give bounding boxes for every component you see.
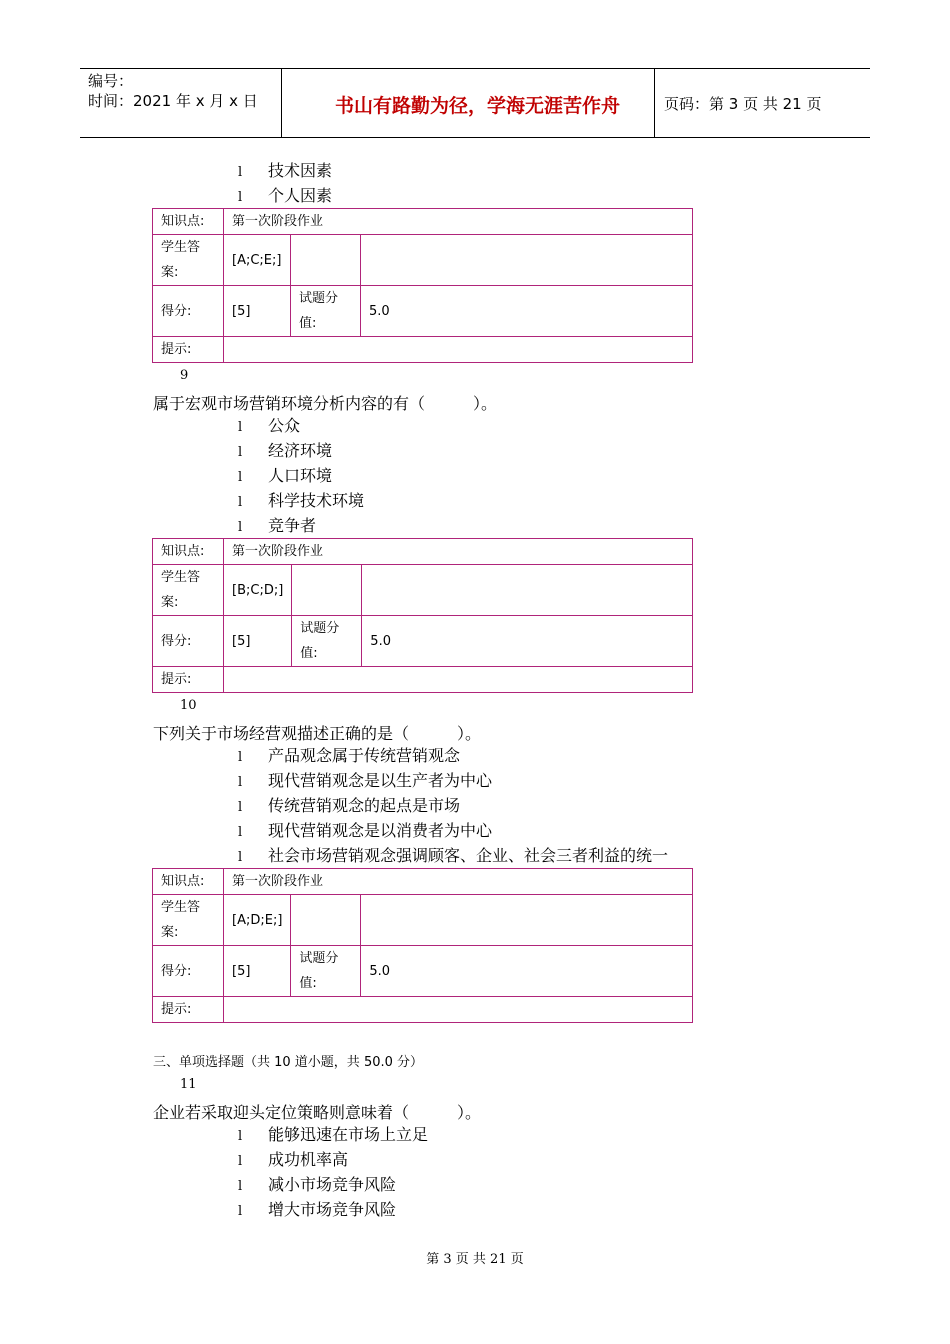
option-text: 减小市场竞争风险 [268, 1175, 397, 1194]
knowledge-label: 知识点: [153, 539, 224, 565]
option-item[interactable] [238, 1122, 428, 1147]
knowledge-value: 第一次阶段作业 [224, 539, 693, 565]
section-title: 三、单项选择题（共 10 道小题，共 50.0 分） [153, 1055, 424, 1070]
score-value: [5] [224, 286, 291, 337]
option-text: 技术因素 [268, 161, 333, 180]
option-bullet: l [238, 470, 243, 485]
header-divider [281, 69, 282, 137]
hint-label: 提示: [153, 667, 224, 693]
option-bullet: l [238, 190, 243, 205]
option-bullet: l [238, 420, 243, 435]
option-text: 公众 [268, 416, 301, 435]
code-label: 编号： [88, 72, 134, 90]
option-item[interactable] [238, 1147, 348, 1172]
question-value: 5.0 [362, 616, 693, 667]
hint-value [224, 337, 693, 363]
empty-cell [291, 235, 361, 286]
score-value: [5] [224, 616, 292, 667]
option-item[interactable] [238, 183, 332, 208]
option-item[interactable] [238, 743, 460, 768]
hint-label: 提示: [153, 337, 224, 363]
option-item[interactable] [238, 413, 300, 438]
student-answer-value: [A;D;E;] [224, 895, 291, 946]
page-header [80, 68, 870, 138]
empty-cell [362, 565, 693, 616]
option-bullet: l [238, 1179, 243, 1194]
knowledge-value: 第一次阶段作业 [224, 209, 693, 235]
question-number: 11 [180, 1077, 197, 1092]
option-bullet: l [238, 800, 243, 815]
option-item[interactable] [238, 158, 332, 183]
score-label: 得分: [153, 286, 224, 337]
option-item[interactable] [238, 843, 668, 868]
knowledge-label: 知识点: [153, 209, 224, 235]
option-item[interactable] [238, 1197, 396, 1222]
hint-label: 提示: [153, 997, 224, 1023]
student-answer-label: 学生答案: [153, 565, 224, 616]
option-bullet: l [238, 520, 243, 535]
score-label: 得分: [153, 616, 224, 667]
option-text: 产品观念属于传统营销观念 [268, 746, 461, 765]
option-bullet: l [238, 1129, 243, 1144]
question-value-label: 试题分值: [291, 286, 361, 337]
option-item[interactable] [238, 1172, 396, 1197]
knowledge-value: 第一次阶段作业 [224, 869, 693, 895]
hint-value [224, 667, 693, 693]
empty-cell [291, 895, 361, 946]
option-bullet: l [238, 750, 243, 765]
time-label: 时间：2021 年 x 月 x 日 [88, 92, 258, 110]
option-item[interactable] [238, 438, 332, 463]
score-value: [5] [224, 946, 291, 997]
question-value-label: 试题分值: [292, 616, 362, 667]
score-label: 得分: [153, 946, 224, 997]
answer-info-table [152, 208, 693, 363]
header-meta [88, 71, 258, 111]
student-answer-label: 学生答案: [153, 895, 224, 946]
question-number: 10 [180, 698, 197, 713]
option-bullet: l [238, 825, 243, 840]
question-value-label: 试题分值: [291, 946, 361, 997]
question-text: 属于宏观市场营销环境分析内容的有（ ）。 [153, 394, 498, 413]
answer-info-table [152, 538, 693, 693]
option-item[interactable] [238, 768, 492, 793]
question-value: 5.0 [361, 286, 693, 337]
student-answer-value: [B;C;D;] [224, 565, 292, 616]
question-number: 9 [180, 368, 189, 383]
empty-cell [292, 565, 362, 616]
student-answer-value: [A;C;E;] [224, 235, 291, 286]
question-text: 下列关于市场经营观描述正确的是（ ）。 [153, 724, 482, 743]
option-bullet: l [238, 1154, 243, 1169]
option-text: 现代营销观念是以生产者为中心 [268, 771, 493, 790]
option-text: 增大市场竞争风险 [268, 1200, 397, 1219]
question-value: 5.0 [361, 946, 693, 997]
option-text: 人口环境 [268, 466, 333, 485]
option-bullet: l [238, 165, 243, 180]
header-divider [654, 69, 655, 137]
student-answer-label: 学生答案: [153, 235, 224, 286]
option-text: 传统营销观念的起点是市场 [268, 796, 461, 815]
knowledge-label: 知识点: [153, 869, 224, 895]
option-text: 能够迅速在市场上立足 [268, 1125, 429, 1144]
option-item[interactable] [238, 793, 460, 818]
option-text: 经济环境 [268, 441, 333, 460]
hint-value [224, 997, 693, 1023]
option-text: 社会市场营销观念强调顾客、企业、社会三者利益的统一 [268, 846, 669, 865]
option-text: 科学技术环境 [268, 491, 365, 510]
option-item[interactable] [238, 488, 364, 513]
option-text: 个人因素 [268, 186, 333, 205]
option-item[interactable] [238, 818, 492, 843]
header-motto: 书山有路勤为径，学海无涯苦作舟 [334, 95, 620, 117]
option-text: 竞争者 [268, 516, 317, 535]
header-page-label: 页码：第 3 页 共 21 页 [664, 95, 822, 113]
option-text: 现代营销观念是以消费者为中心 [268, 821, 493, 840]
empty-cell [361, 895, 693, 946]
option-text: 成功机率高 [268, 1150, 349, 1169]
empty-cell [361, 235, 693, 286]
answer-info-table [152, 868, 693, 1023]
page-footer: 第 3 页 共 21 页 [426, 1252, 524, 1267]
option-item[interactable] [238, 463, 332, 488]
option-bullet: l [238, 445, 243, 460]
option-item[interactable] [238, 513, 316, 538]
option-bullet: l [238, 495, 243, 510]
option-bullet: l [238, 850, 243, 865]
option-bullet: l [238, 775, 243, 790]
option-bullet: l [238, 1204, 243, 1219]
question-text: 企业若采取迎头定位策略则意味着（ ）。 [153, 1103, 482, 1122]
